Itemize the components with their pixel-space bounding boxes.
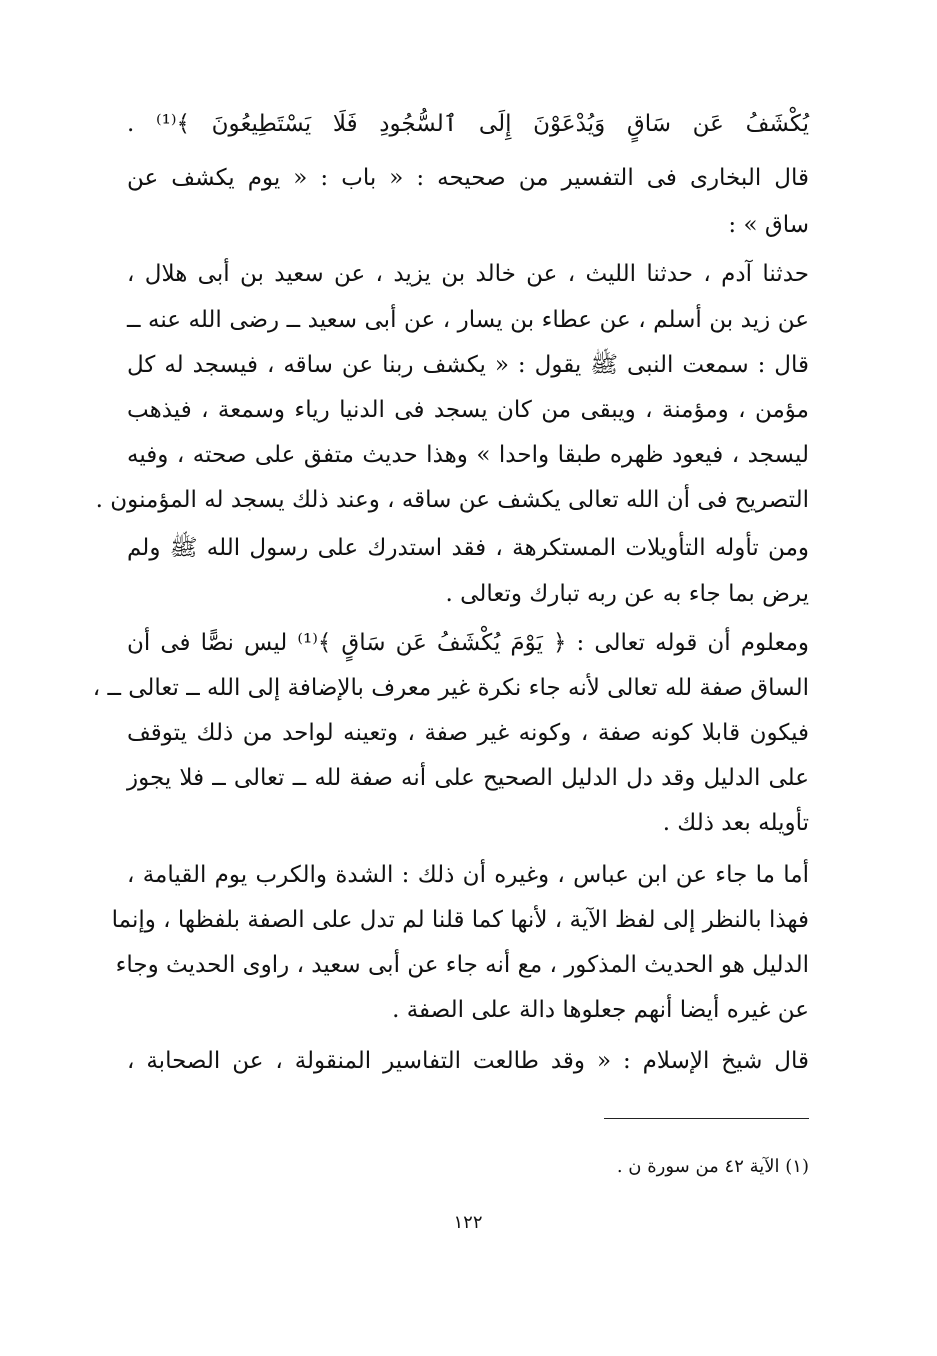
text-line: ليسجد ، فيعود ظهره طبقا واحدا » وهذا حديث متفق على صحته ، وفيه <box>127 442 809 468</box>
text-line: قال البخارى فى التفسير من صحيحه : « باب : « يوم يكشف عن <box>127 165 809 191</box>
footnote: (١) الآية ٤٢ من سورة ن . <box>616 1156 809 1177</box>
text-line: ساق » : <box>728 212 809 238</box>
footnote-separator <box>604 1118 809 1119</box>
text-line: عن زيد بن أسلم ، عن عطاء بن يسار ، عن أبى سعيد ــ رضى الله عنه ــ <box>127 307 809 333</box>
text-line: حدثنا آدم ، حدثنا الليث ، عن خالد بن يزيد ، عن سعيد بن أبى هلال ، <box>127 261 809 287</box>
text-line: يرض بما جاء به عن ربه تبارك وتعالى . <box>445 581 809 607</box>
page-number: ١٢٢ <box>453 1212 483 1233</box>
text-line: على الدليل وقد دل الدليل الصحيح على أنه صفة لله ــ تعالى ــ فلا يجوز <box>127 765 809 791</box>
text-line: فيكون قابلا كونه صفة ، وكونه غير صفة ، وتعينه لواحد من ذلك يتوقف <box>127 720 809 746</box>
text-line: ومن تأوله التأويلات المستكرهة ، فقد استدرك على رسول الله ﷺ ولم <box>127 535 809 561</box>
text-line: الدليل هو الحديث المذكور ، مع أنه جاء عن أبى سعيد ، راوى الحديث وجاء <box>115 952 809 978</box>
text-line: فهذا بالنظر إلى لفظ الآية ، لأنها كما قلنا لم تدل على الصفة بلفظها ، وإنما <box>111 907 809 933</box>
text-line-verse: ومعلوم أن قوله تعالى : ﴿ يَوْمَ يُكْشَفُ عَن سَاقٍ ﴾⁽¹⁾ ليس نصًّا فى أن <box>127 630 809 656</box>
text-line: قال : سمعت النبى ﷺ يقول : « يكشف ربنا عن ساقه ، فيسجد له كل <box>127 352 809 378</box>
text-line: تأويله بعد ذلك . <box>662 810 809 836</box>
text-line: الساق صفة لله تعالى لأنه جاء نكرة غير معرف بالإضافة إلى الله ــ تعالى ــ ، <box>92 675 809 701</box>
text-line: مؤمن ، ومؤمنة ، ويبقى من كان يسجد فى الدنيا رياء وسمعة ، فيذهب <box>127 397 809 423</box>
text-line: عن غيره أيضا أنهم جعلوها دالة على الصفة . <box>392 997 809 1023</box>
text-line-verse-end: يُكْشَفُ عَن سَاقٍ وَيُدْعَوْنَ إِلَى ٱلسُّجُودِ فَلَا يَسْتَطِيعُونَ ﴾⁽¹⁾ . <box>127 111 809 137</box>
text-line: أما ما جاء عن ابن عباس ، وغيره أن ذلك : الشدة والكرب يوم القيامة ، <box>127 862 809 888</box>
text-line: التصريح فى أن الله تعالى يكشف عن ساقه ، وعند ذلك يسجد له المؤمنون . <box>95 487 809 513</box>
text-line: قال شيخ الإسلام : « وقد طالعت التفاسير المنقولة ، عن الصحابة ، <box>127 1048 809 1074</box>
